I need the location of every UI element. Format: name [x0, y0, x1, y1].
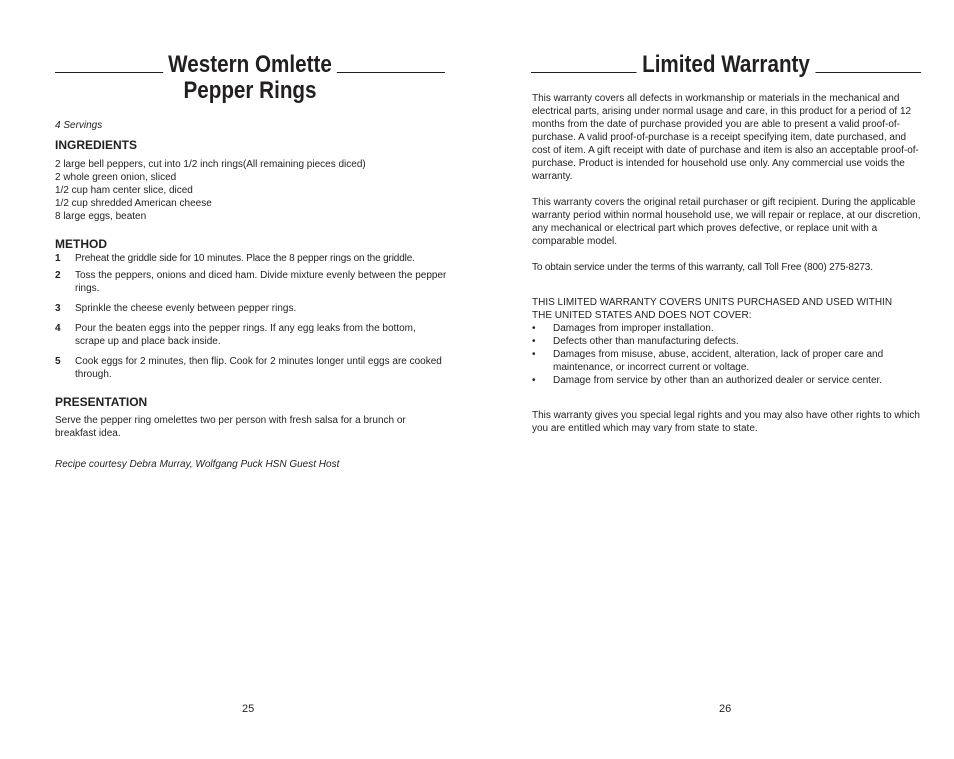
ingredient-item: 1/2 cup ham center slice, diced — [55, 185, 193, 196]
exclusion-text: Damages from improper installation. — [553, 323, 714, 334]
step-number: 1 — [55, 253, 61, 264]
ingredient-item: 2 whole green onion, sliced — [55, 172, 177, 183]
step-number: 5 — [55, 356, 61, 367]
servings: 4 Servings — [55, 120, 103, 131]
presentation-heading: PRESENTATION — [55, 395, 148, 409]
ingredient-item: 8 large eggs, beaten — [55, 211, 147, 222]
exclusion-item — [532, 322, 922, 335]
step-text: Toss the peppers, onions and diced ham. Divide mixture evenly between the pepper rings. — [75, 270, 447, 294]
page-number-left: 25 — [242, 703, 255, 715]
recipe-title-line2: Pepper Rings — [138, 78, 362, 104]
method-step — [55, 269, 447, 295]
legal-rights-paragraph: This warranty gives you special legal rights and you may also have other rights to which you are entitled which may vary from state to state. — [532, 410, 920, 434]
warranty-purchaser-paragraph: This warranty covers the original retail purchaser or gift recipient. During the applicable warranty period within normal household use, we will repair or replace, at our discretion, any mechanical or electrical part which proves defective, or replace unit with a comparable model. — [532, 197, 921, 247]
exclusion-item — [532, 374, 922, 387]
step-number: 4 — [55, 323, 61, 334]
page-number-right: 26 — [719, 703, 732, 715]
step-text: Pour the beaten eggs into the pepper rings. If any egg leaks from the bottom, scrape up and place back inside. — [75, 323, 416, 347]
warranty-coverage-paragraph: This warranty covers all defects in workmanship or materials in the mechanical and electrical parts, arising under normal usage and care, in this product for a period of 12 months from the date of purchase provided you are able to present a valid proof-of-purchase. A valid proof-of-purchase is a receipt specifying item, date purchased, and cost of item. A gift receipt with date of purchase and item is also an acceptable proof-of-purchase. Product is intended for household use only. Any commercial use voids the warranty. — [532, 93, 919, 182]
recipe-title-line1: Western Omlette — [163, 52, 337, 78]
step-number: 3 — [55, 303, 61, 314]
step-text: Preheat the griddle side for 10 minutes. Place the 8 pepper rings on the griddle. — [75, 253, 415, 264]
method-step — [55, 355, 447, 381]
bullet-marker: • — [532, 323, 536, 334]
warranty-title — [614, 52, 838, 78]
bullet-marker: • — [532, 349, 536, 360]
bullet-marker: • — [532, 375, 536, 386]
exclusions-heading: THIS LIMITED WARRANTY COVERS UNITS PURCHASED AND USED WITHIN THE UNITED STATES AND DOES NOT COVER: — [532, 297, 893, 321]
exclusion-item — [532, 335, 922, 348]
presentation-text: Serve the pepper ring omelettes two per person with fresh salsa for a brunch or breakfast idea. — [55, 415, 406, 439]
method-step — [55, 322, 447, 348]
step-number: 2 — [55, 270, 61, 281]
exclusion-text: Damage from service by other than an authorized dealer or service center. — [553, 375, 883, 386]
method-step — [55, 302, 447, 315]
bullet-marker: • — [532, 336, 536, 347]
step-text: Sprinkle the cheese evenly between pepper rings. — [75, 303, 297, 314]
recipe-title — [138, 52, 362, 104]
recipe-credit: Recipe courtesy Debra Murray, Wolfgang Puck HSN Guest Host — [55, 459, 340, 470]
method-step — [55, 252, 447, 265]
exclusion-text: Damages from misuse, abuse, accident, alteration, lack of proper care and maintenance, or incorrect current or voltage. — [553, 349, 884, 373]
ingredient-item: 1/2 cup shredded American cheese — [55, 198, 212, 209]
step-text: Cook eggs for 2 minutes, then flip. Cook for 2 minutes longer until eggs are cooked through. — [75, 356, 442, 380]
exclusion-text: Defects other than manufacturing defects. — [553, 336, 739, 347]
exclusion-item — [532, 348, 922, 374]
warranty-title-text: Limited Warranty — [637, 52, 815, 78]
ingredient-item: 2 large bell peppers, cut into 1/2 inch rings(All remaining pieces diced) — [55, 159, 366, 170]
method-heading: METHOD — [55, 237, 107, 251]
ingredients-heading: INGREDIENTS — [55, 138, 138, 152]
warranty-service-paragraph: To obtain service under the terms of this warranty, call Toll Free (800) 275-8273. — [532, 262, 873, 273]
